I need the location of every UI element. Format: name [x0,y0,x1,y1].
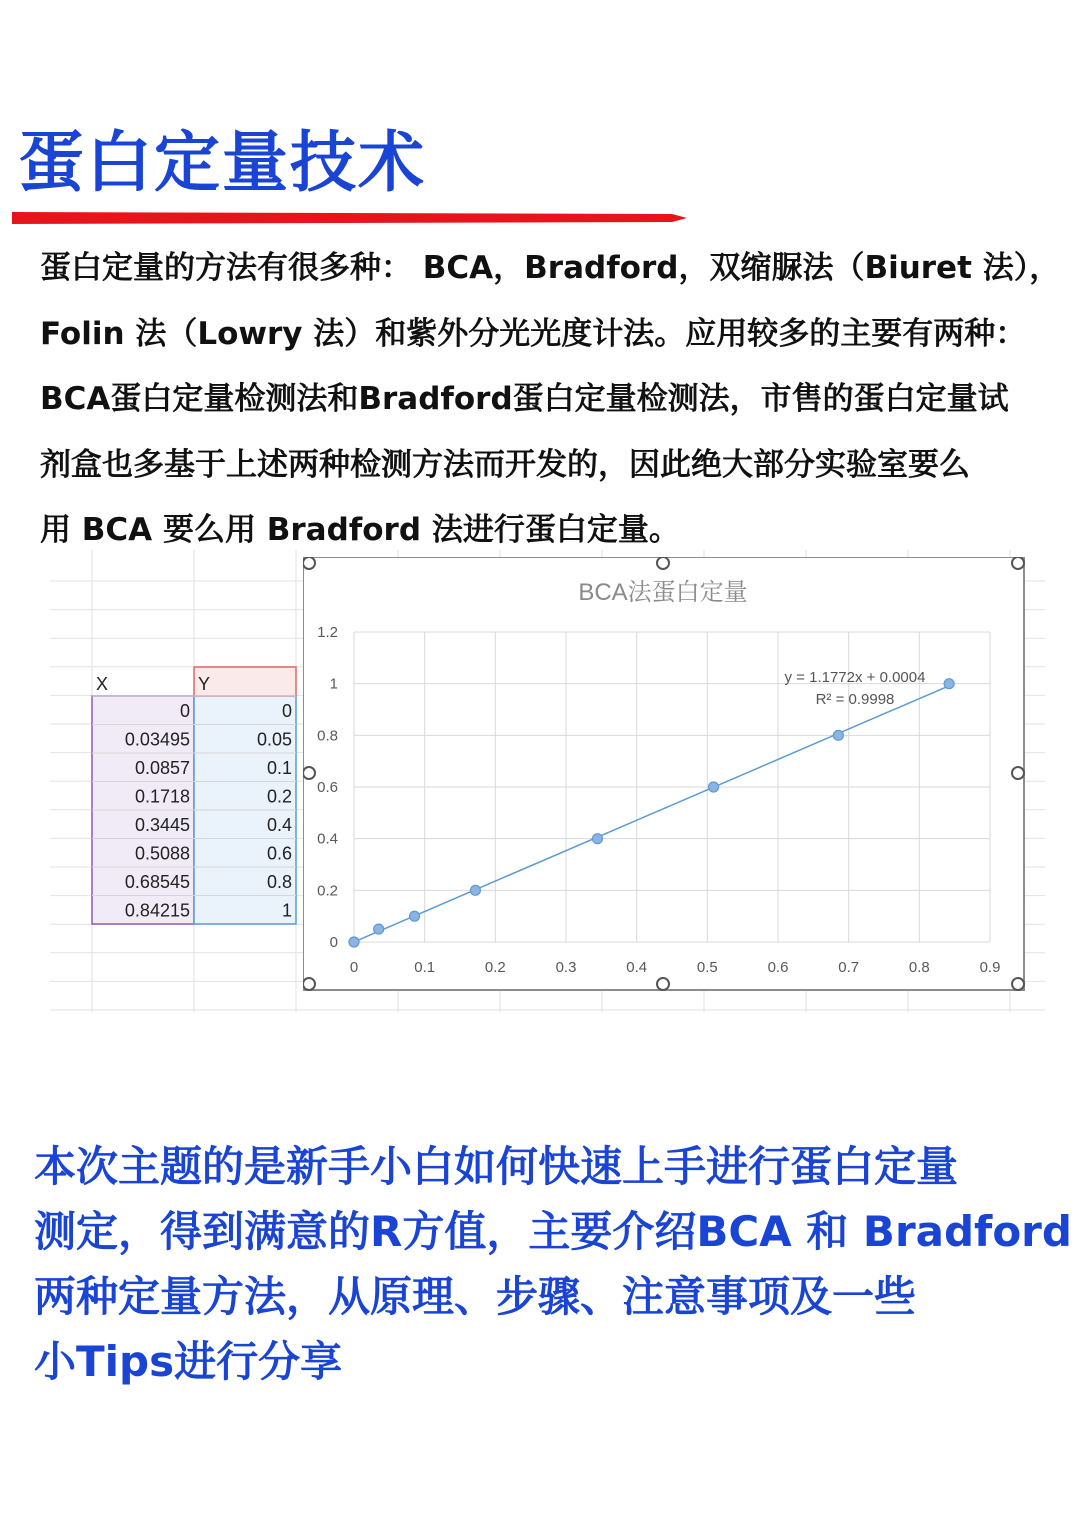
x-tick-label: 0.1 [414,959,436,976]
intro-line: 用 BCA 要么用 Bradford 法进行蛋白定量。 [40,512,680,548]
x-tick-label: 0.3 [555,959,577,976]
y-tick-label: 0 [329,934,338,951]
title-underline-arrow [12,208,692,228]
resize-handle[interactable] [303,978,315,990]
summary-paragraph [34,1134,1074,1394]
chart[interactable] [303,557,1029,993]
resize-handle[interactable] [1012,557,1024,569]
x-cell[interactable]: 0.1718 [134,786,190,807]
x-tick-label: 0.7 [838,959,860,976]
data-point [410,911,420,921]
y-column-header[interactable]: Y [198,674,211,694]
page-title: 蛋白定量技术 [18,124,426,201]
resize-handle[interactable] [303,557,315,569]
data-point [470,885,480,895]
data-point [833,730,843,740]
y-tick-label: 0.6 [317,779,338,796]
data-point [349,937,359,947]
y-cell[interactable]: 0.2 [266,786,292,807]
resize-handle[interactable] [1012,767,1024,779]
y-tick-label: 1 [329,675,338,693]
intro-line: BCA蛋白定量检测法和Bradford蛋白定量检测法，市售的蛋白定量试 [40,381,1009,417]
x-tick-label: 0 [349,959,359,976]
resize-handle[interactable] [657,978,669,990]
data-point [592,834,602,844]
data-point [944,679,954,689]
y-cell[interactable]: 0.1 [266,758,292,778]
y-tick-label: 0.2 [317,882,338,900]
x-cell[interactable]: 0 [179,701,190,721]
chart-area [303,557,1024,990]
data-point [709,782,719,792]
summary-line: 测定，得到满意的R方值，主要介绍BCA 和 Bradford [34,1207,1072,1256]
y-cell[interactable]: 1 [281,900,292,921]
y-cell[interactable]: 0.8 [266,872,292,892]
y-tick-label: 1.2 [317,624,338,641]
x-tick-label: 0.5 [696,959,718,976]
x-tick-label: 0.6 [767,959,789,976]
x-tick-label: 0.9 [979,959,1001,976]
resize-handle[interactable] [657,557,669,569]
x-cell[interactable]: 0.5088 [134,843,190,864]
summary-line: 本次主题的是新手小白如何快速上手进行蛋白定量 [34,1142,959,1191]
x-cell[interactable]: 0.68545 [124,872,190,892]
trendline-equation: y = 1.1772x + 0.0004 [784,669,926,686]
intro-line: Folin 法（Lowry 法）和紫外分光光度计法。应用较多的主要有两种： [40,315,1027,352]
summary-line: 两种定量方法，从原理、步骤、注意事项及一些 [34,1272,917,1321]
intro-paragraph [40,236,1070,564]
x-tick-label: 0.4 [626,959,648,976]
y-cell[interactable]: 0.6 [266,843,292,864]
x-column-header[interactable]: X [96,674,109,694]
y-cell[interactable]: 0.05 [256,729,292,750]
chart-title: BCA法蛋白定量 [578,579,748,606]
data-point [374,924,384,934]
y-tick-label: 0.4 [317,830,338,848]
resize-handle[interactable] [1012,978,1024,990]
y-cell[interactable]: 0.4 [266,815,292,835]
y-tick-label: 0.8 [317,727,338,745]
x-cell[interactable]: 0.84215 [124,900,190,921]
x-cell[interactable]: 0.03495 [124,729,190,750]
x-tick-label: 0.2 [484,959,506,976]
y-cell[interactable]: 0 [281,701,292,721]
intro-line: 蛋白定量的方法有很多种： BCA，Bradford，双缩脲法（Biuret 法）， [40,250,1061,286]
x-cell[interactable]: 0.0857 [134,758,190,778]
r-squared-label: R² = 0.9998 [815,691,895,708]
x-tick-label: 0.8 [908,959,930,976]
x-cell[interactable]: 0.3445 [134,815,190,835]
summary-line: 小Tips进行分享 [34,1337,343,1386]
resize-handle[interactable] [303,767,315,779]
intro-line: 剂盒也多基于上述两种检测方法而开发的，因此绝大部分实验室要么 [40,446,970,483]
